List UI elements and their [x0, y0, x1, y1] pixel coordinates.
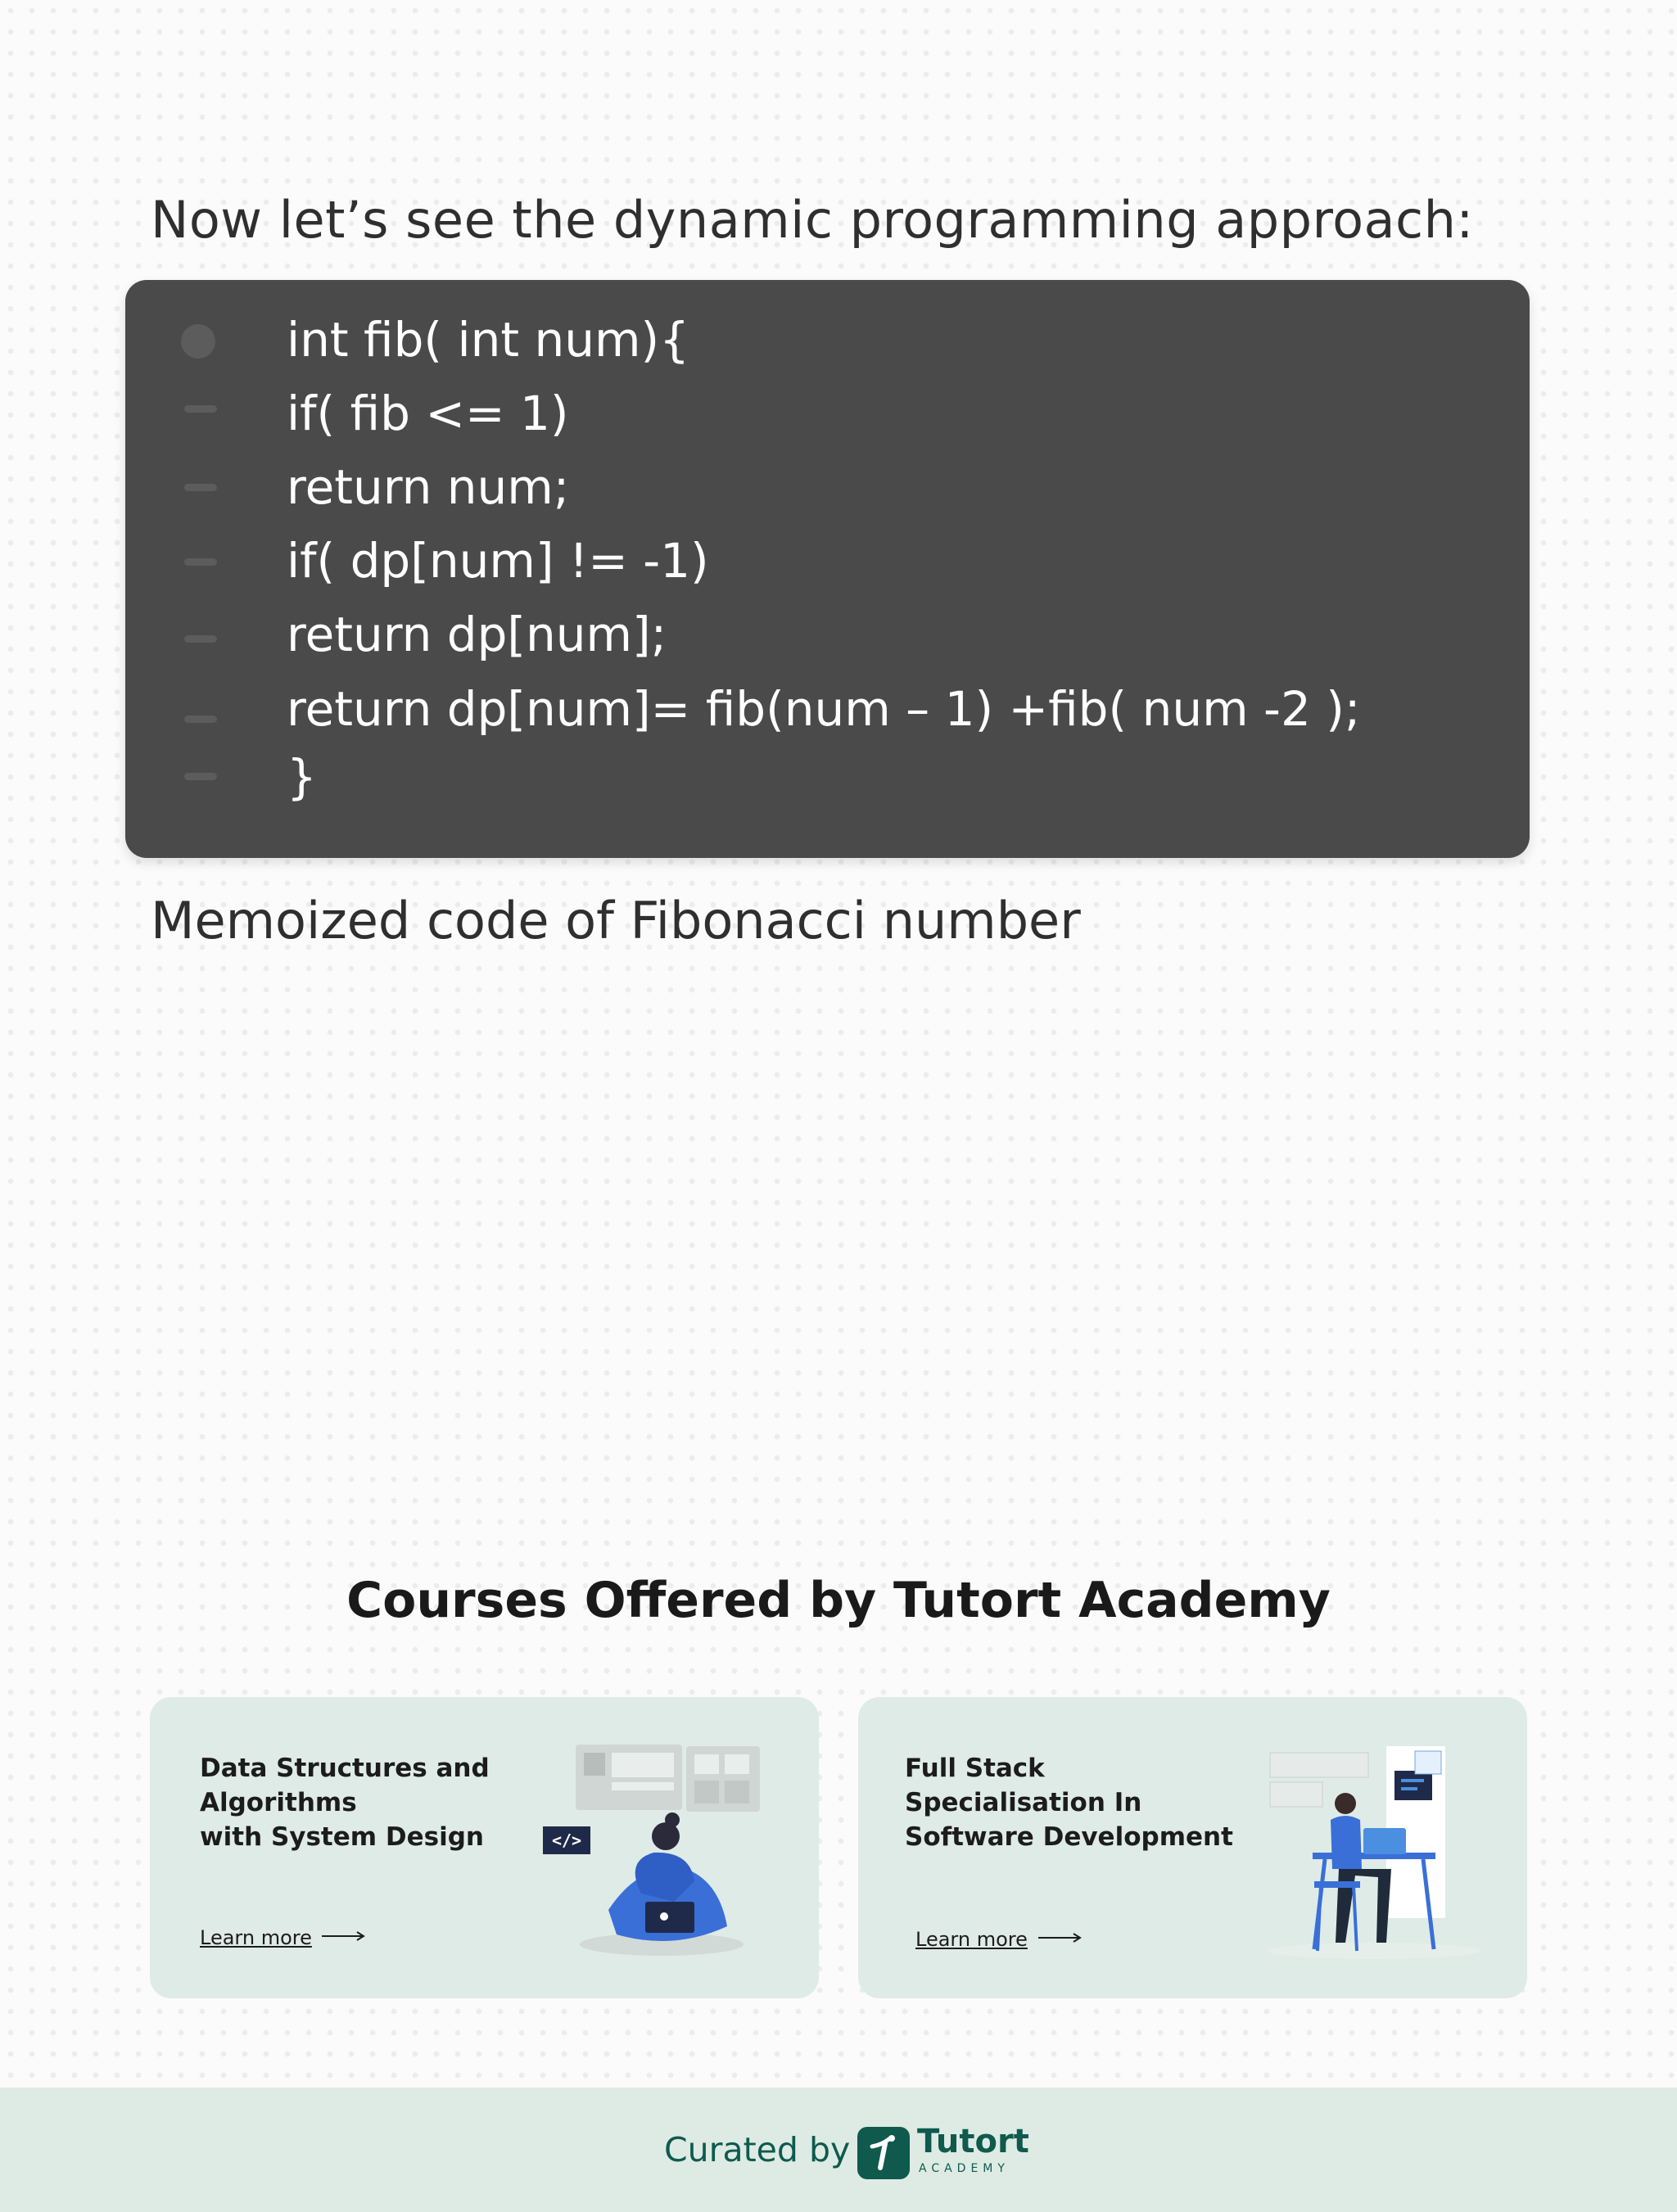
developer-laptop-illustration — [543, 1738, 789, 1959]
learn-more-link[interactable]: Learn more — [200, 1926, 312, 1949]
logo-subtitle: ACADEMY — [919, 2162, 1010, 2175]
course-card-fullstack[interactable] — [858, 1697, 1527, 1998]
code-line: } — [287, 749, 317, 805]
course-title — [905, 1751, 1249, 1854]
learn-more-link[interactable]: Learn more — [915, 1928, 1028, 1951]
code-line: if( dp[num] != -1) — [287, 533, 709, 589]
gutter-marker — [184, 558, 217, 566]
arrow-right-icon — [322, 1930, 366, 1942]
tutort-logo-icon — [857, 2127, 910, 2179]
code-tag: </> — [551, 1831, 582, 1850]
code-caption: Memoized code of Fibonacci number — [151, 891, 1081, 950]
gutter-marker — [184, 405, 217, 413]
gutter-marker — [184, 773, 217, 780]
code-line: return dp[num]= fib(num – 1) +fib( num -2 ); — [287, 681, 1361, 737]
code-line: int fib( int num){ — [287, 312, 690, 368]
gutter-marker — [184, 716, 217, 723]
footer — [0, 2088, 1677, 2212]
gutter-marker — [184, 484, 217, 491]
developer-desk-illustration — [1263, 1746, 1509, 1967]
code-line: if( fib <= 1) — [287, 386, 569, 441]
course-title — [200, 1751, 544, 1854]
curated-by-label: Curated by — [664, 2130, 851, 2169]
logo-wordmark: Tutort — [917, 2123, 1029, 2160]
window-dot-icon — [181, 324, 215, 359]
course-card-dsa[interactable] — [150, 1697, 819, 1998]
course-title-line: Data Structures and — [200, 1754, 490, 1783]
section-heading: Now let’s see the dynamic programming approach: — [151, 190, 1474, 250]
course-title-line: Algorithms — [200, 1788, 357, 1817]
code-line: return num; — [287, 459, 570, 515]
code-line: return dp[num]; — [287, 607, 667, 662]
courses-title: Courses Offered by Tutort Academy — [346, 1572, 1331, 1629]
code-block — [125, 280, 1530, 858]
course-title-line: Software Development — [905, 1822, 1233, 1852]
course-title-line: Full Stack Specialisation In — [905, 1754, 1142, 1817]
arrow-right-icon — [1038, 1932, 1083, 1943]
course-title-line: with System Design — [200, 1822, 484, 1852]
gutter-marker — [184, 635, 217, 643]
